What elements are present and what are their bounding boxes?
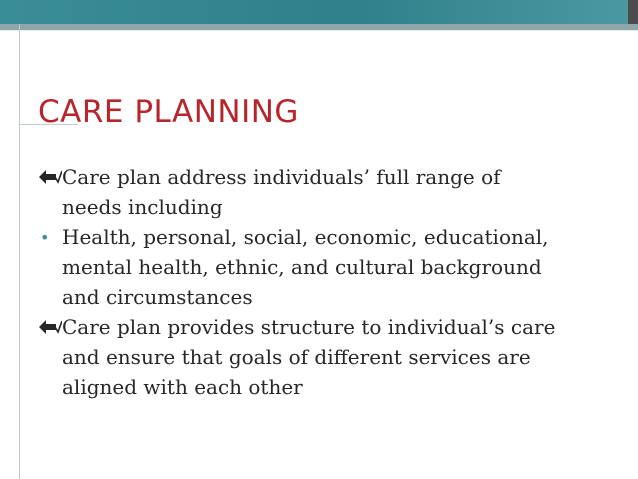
list-item-line: mental health, ethnic, and cultural background xyxy=(62,255,542,279)
list-item-line: and circumstances xyxy=(62,285,253,309)
header-band-corner xyxy=(628,0,638,24)
list-item-line: Care plan provides structure to individual’s care xyxy=(62,315,556,339)
list-item-line: needs including xyxy=(62,195,223,219)
list-item-line: Health, personal, social, economic, educational, xyxy=(62,225,549,249)
list-item-line: and ensure that goals of different services are xyxy=(62,345,531,369)
list-item xyxy=(36,222,626,312)
header-band-edge xyxy=(0,30,638,31)
list-item xyxy=(36,312,626,402)
header-band xyxy=(0,0,638,24)
bullet-list xyxy=(36,162,626,402)
list-item xyxy=(36,162,626,222)
list-item-line: Care plan address individuals’ full range of xyxy=(62,165,501,189)
slide-title: CARE PLANNING xyxy=(38,94,299,130)
list-item-line: aligned with each other xyxy=(62,375,303,399)
dot-icon: • xyxy=(40,228,50,247)
left-margin-rule xyxy=(19,24,20,479)
arrow-check-icon xyxy=(38,162,60,192)
arrow-check-icon xyxy=(38,312,60,342)
